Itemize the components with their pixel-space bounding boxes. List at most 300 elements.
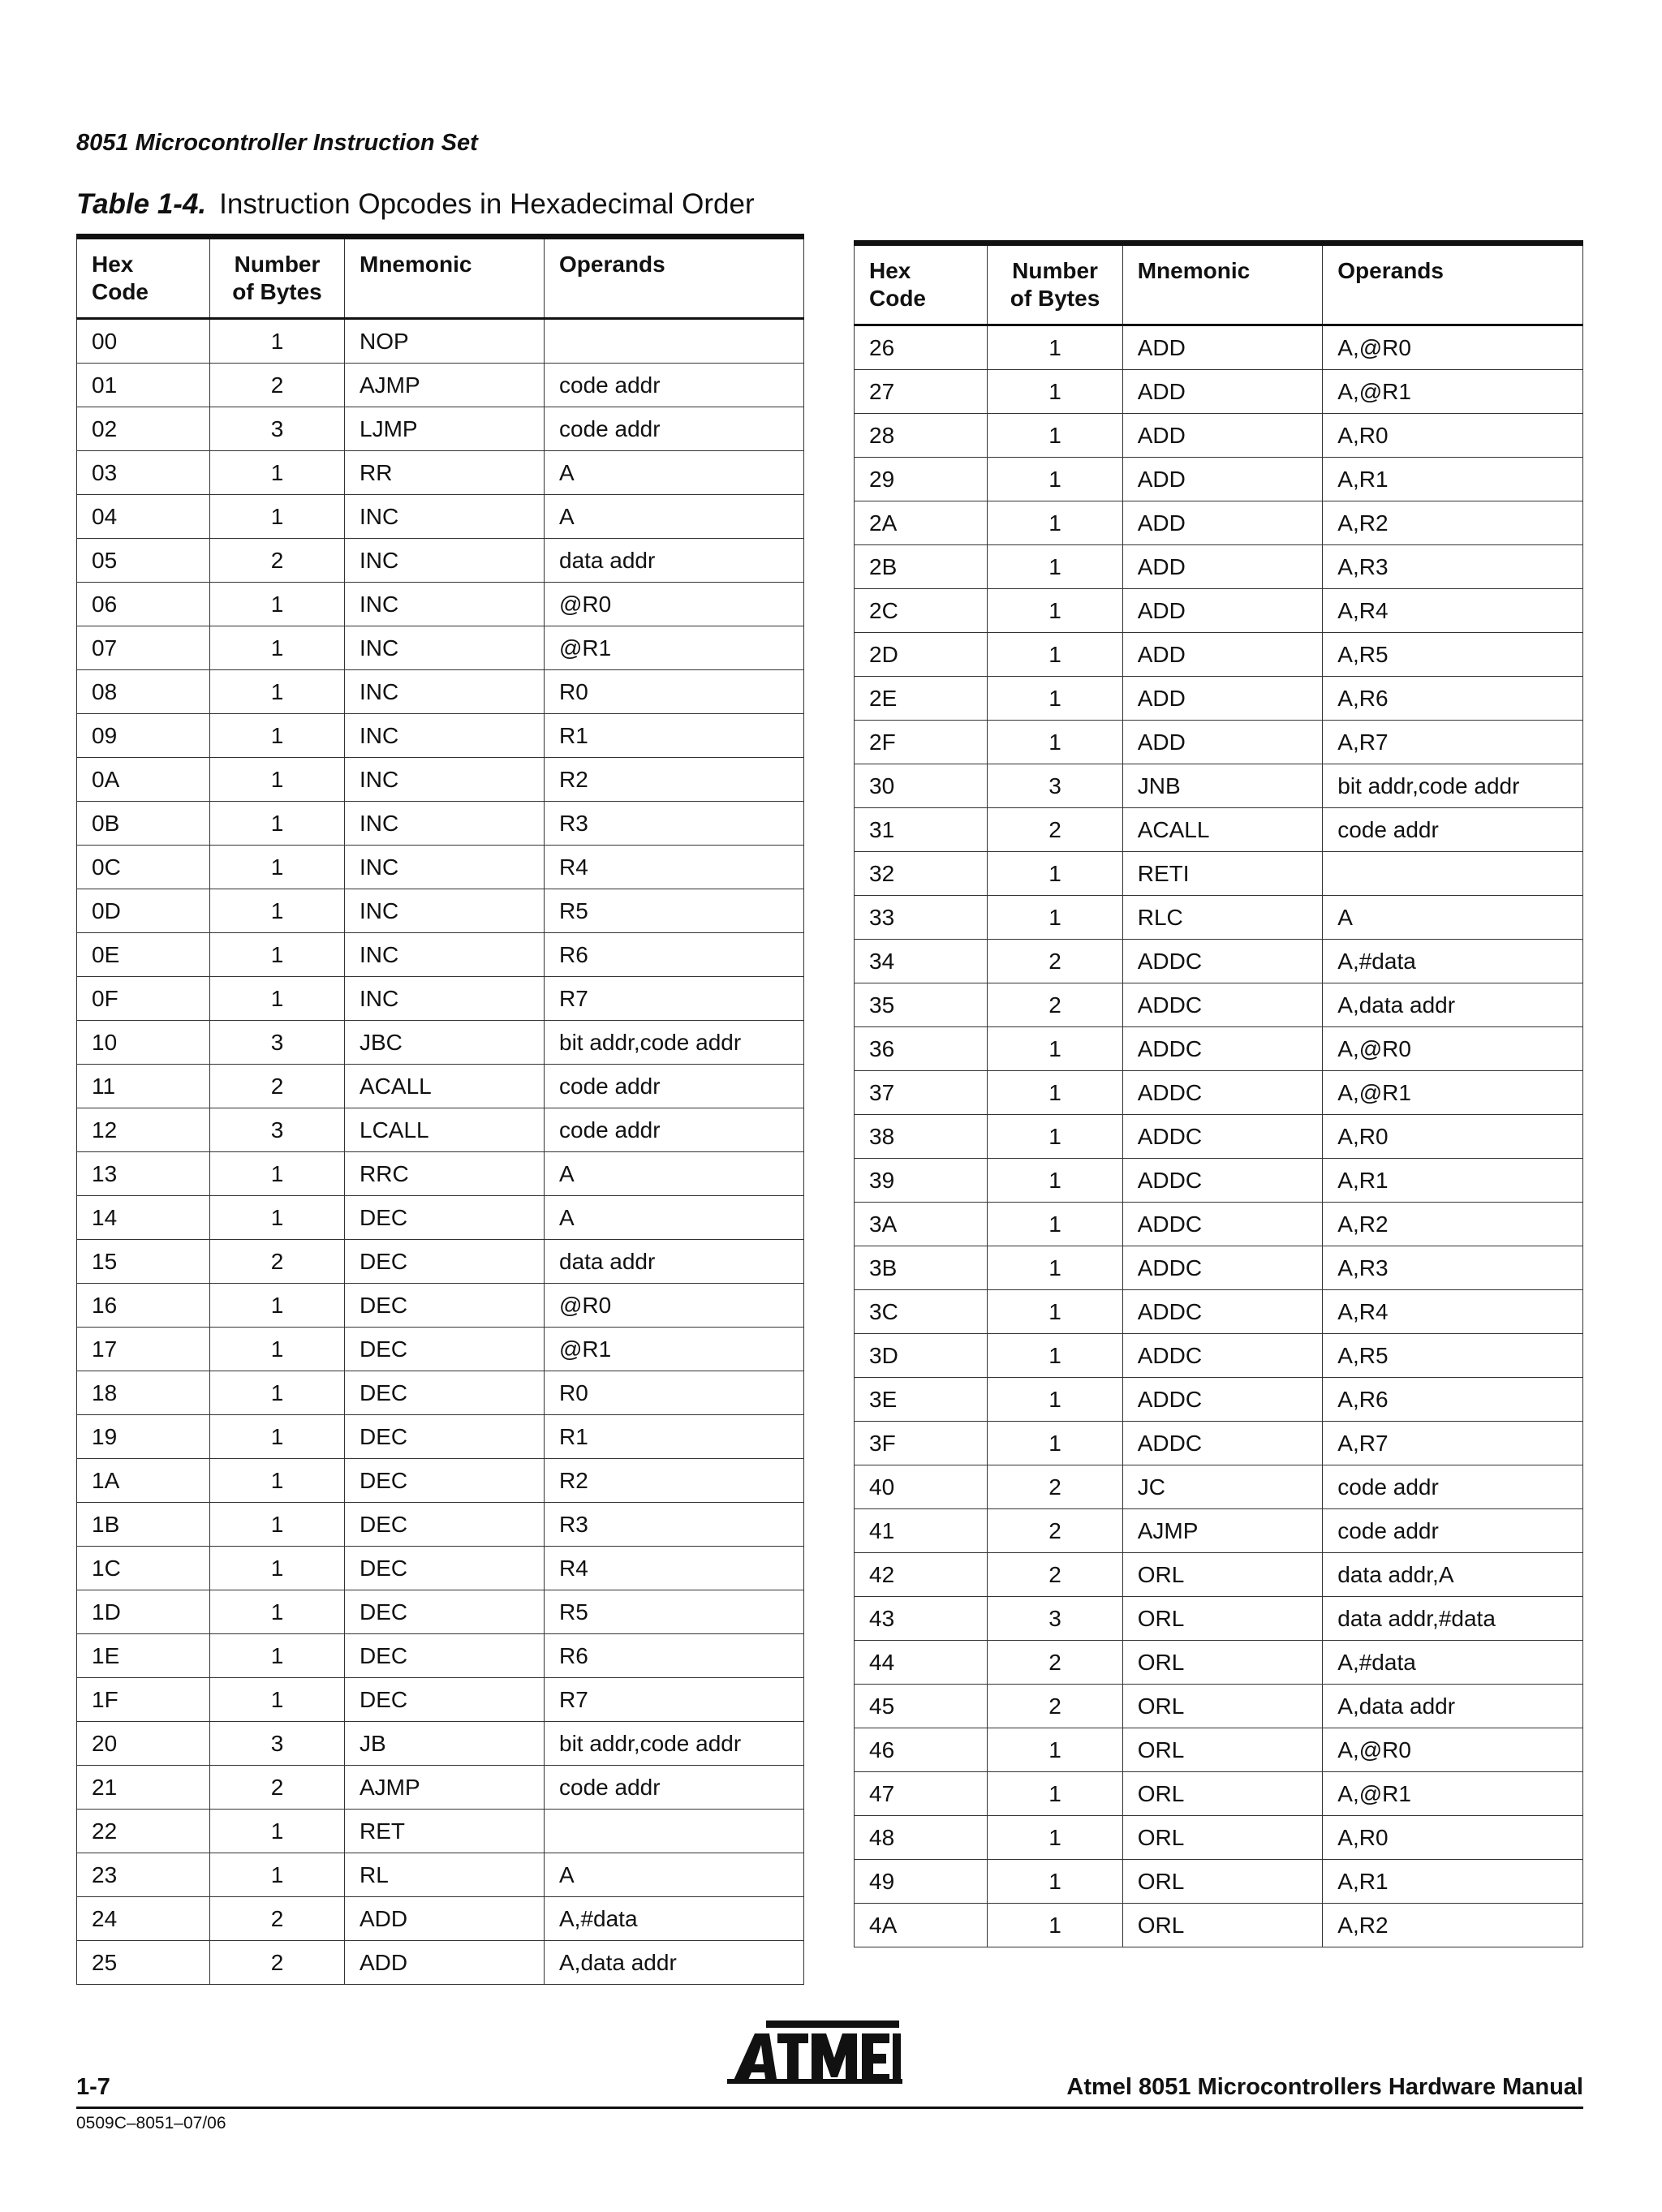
hex-code-cell: 1C [77,1547,210,1590]
mnemonic-cell: DEC [345,1415,545,1459]
mnemonic-cell: JNB [1122,764,1323,808]
hex-code-cell: 30 [855,764,988,808]
operands-cell: R1 [545,714,804,758]
table-row [855,1422,1583,1465]
hex-code-cell: 2E [855,677,988,721]
operands-cell: R2 [545,758,804,802]
table-row [77,933,804,977]
bytes-cell: 2 [210,1240,345,1284]
mnemonic-cell: DEC [345,1371,545,1415]
table-row [77,1240,804,1284]
operands-cell: bit addr,code addr [1323,764,1583,808]
hex-code-cell: 2F [855,721,988,764]
table-row [855,940,1583,983]
hex-code-cell: 26 [855,325,988,370]
hex-code-cell: 21 [77,1766,210,1810]
hex-code-cell: 18 [77,1371,210,1415]
operands-cell: bit addr,code addr [545,1021,804,1065]
table-row [77,1021,804,1065]
mnemonic-cell: ADDC [1122,983,1323,1027]
bytes-cell: 1 [210,626,345,670]
mnemonic-cell: INC [345,846,545,889]
operands-cell: A,R2 [1323,1904,1583,1947]
table-row [855,1071,1583,1115]
header-row [77,237,804,319]
table-row [77,583,804,626]
mnemonic-cell: RRC [345,1152,545,1196]
bytes-cell: 1 [210,583,345,626]
operands-cell: code addr [545,364,804,407]
operands-cell: A,#data [1323,1641,1583,1685]
table-row [77,1634,804,1678]
table-row [77,407,804,451]
hex-code-cell: 22 [77,1810,210,1853]
table-row [77,1766,804,1810]
bytes-cell: 2 [210,1766,345,1810]
operands-header: Operands [1323,243,1583,325]
mnemonic-cell: ADDC [1122,1378,1323,1422]
hex-code-cell: 3D [855,1334,988,1378]
hex-code-cell: 0E [77,933,210,977]
operands-cell: data addr [545,1240,804,1284]
bytes-cell: 1 [988,1071,1122,1115]
operands-cell: A [545,1853,804,1897]
bytes-cell: 1 [988,325,1122,370]
mnemonic-cell: ADDC [1122,1203,1323,1246]
bytes-cell: 2 [988,1685,1122,1728]
hex-code-cell: 1B [77,1503,210,1547]
operands-cell: @R1 [545,626,804,670]
hex-code-cell: 2A [855,501,988,545]
table-row [77,1371,804,1415]
hex-code-cell: 10 [77,1021,210,1065]
hex-code-cell: 28 [855,414,988,458]
bytes-cell: 1 [210,1634,345,1678]
bytes-cell: 1 [210,1459,345,1503]
mnemonic-cell: INC [345,714,545,758]
table-row [855,545,1583,589]
table-row [77,802,804,846]
bytes-cell: 1 [988,1378,1122,1422]
mnemonic-cell: ADDC [1122,1422,1323,1465]
operands-cell: code addr [1323,808,1583,852]
table-row [77,1459,804,1503]
bytes-cell: 3 [210,407,345,451]
bytes-cell: 2 [988,808,1122,852]
hex-code-cell: 03 [77,451,210,495]
mnemonic-cell: DEC [345,1240,545,1284]
operands-cell: A,R2 [1323,501,1583,545]
mnemonic-cell: ADD [1122,325,1323,370]
hex-code-cell: 25 [77,1941,210,1985]
bytes-cell: 1 [988,1772,1122,1816]
bytes-cell: 1 [988,1203,1122,1246]
table-caption [76,188,755,221]
mnemonic-cell: ORL [1122,1904,1323,1947]
table-row [855,370,1583,414]
bytes-cell: 1 [210,495,345,539]
bytes-cell: 1 [988,1422,1122,1465]
bytes-cell: 3 [210,1108,345,1152]
bytes-cell: 1 [988,545,1122,589]
bytes-cell: 2 [988,1465,1122,1509]
hex-code-cell: 2B [855,545,988,589]
table-row [77,1853,804,1897]
hex-code-cell: 42 [855,1553,988,1597]
table-row [855,1772,1583,1816]
table-row [855,896,1583,940]
table-row [77,626,804,670]
table-row [77,1196,804,1240]
bytes-cell: 1 [988,1290,1122,1334]
operands-cell: R2 [545,1459,804,1503]
hex-code-cell: 3C [855,1290,988,1334]
operands-cell: data addr,#data [1323,1597,1583,1641]
hex-code-cell: 38 [855,1115,988,1159]
operands-cell: code addr [545,407,804,451]
table-row [855,1728,1583,1772]
bytes-cell: 2 [210,364,345,407]
operands-cell: R1 [545,1415,804,1459]
mnemonic-cell: ADDC [1122,1290,1323,1334]
bytes-cell: 1 [988,677,1122,721]
table-row [855,414,1583,458]
bytes-cell: 1 [210,670,345,714]
operands-cell: code addr [545,1766,804,1810]
table-row [77,1415,804,1459]
bytes-cell: 3 [988,764,1122,808]
bytes-cell: 1 [988,633,1122,677]
table-row [855,589,1583,633]
bytes-cell: 1 [988,1334,1122,1378]
operands-cell: A,data addr [545,1941,804,1985]
operands-cell: R6 [545,933,804,977]
bytes-cell: 2 [988,1553,1122,1597]
bytes-cell: 3 [210,1021,345,1065]
bytes-cell: 1 [988,721,1122,764]
operands-cell: A,@R1 [1323,370,1583,414]
operands-cell: A,R0 [1323,1816,1583,1860]
mnemonic-cell: ADD [1122,545,1323,589]
operands-cell: A,R4 [1323,1290,1583,1334]
operands-cell: R4 [545,1547,804,1590]
operands-cell: A,data addr [1323,1685,1583,1728]
mnemonic-cell: DEC [345,1634,545,1678]
operands-cell: A,R7 [1323,721,1583,764]
bytes-cell: 1 [210,1853,345,1897]
mnemonic-cell: RL [345,1853,545,1897]
hex-code-cell: 05 [77,539,210,583]
table-row [77,977,804,1021]
operands-cell: A,R6 [1323,1378,1583,1422]
operands-cell: A,@R1 [1323,1071,1583,1115]
operands-cell: A [545,495,804,539]
bytes-cell: 1 [210,758,345,802]
operands-cell: A,@R0 [1323,1728,1583,1772]
mnemonic-cell: ADD [1122,370,1323,414]
hex-code-cell: 4A [855,1904,988,1947]
operands-cell: code addr [545,1108,804,1152]
hex-code-cell: 49 [855,1860,988,1904]
footer-divider [76,2107,1583,2109]
bytes-cell: 1 [210,1196,345,1240]
table-row [77,889,804,933]
hex-code-cell: 3E [855,1378,988,1422]
mnemonic-cell: AJMP [1122,1509,1323,1553]
hex-code-cell: 07 [77,626,210,670]
table-row [855,852,1583,896]
mnemonic-cell: RR [345,451,545,495]
mnemonic-cell: ADD [1122,589,1323,633]
hex-code-cell: 04 [77,495,210,539]
table-row [855,764,1583,808]
hex-code-cell: 14 [77,1196,210,1240]
bytes-cell: 1 [210,1503,345,1547]
atmel-logo [727,2019,902,2087]
operands-cell: R6 [545,1634,804,1678]
hex-code-cell: 36 [855,1027,988,1071]
hex-code-cell: 0B [77,802,210,846]
operands-cell: R5 [545,889,804,933]
operands-cell: R4 [545,846,804,889]
hex-code-cell: 37 [855,1071,988,1115]
operands-cell: @R0 [545,583,804,626]
hex-code-cell: 00 [77,319,210,364]
table-row [855,1553,1583,1597]
table-row [855,1115,1583,1159]
table-row [855,1203,1583,1246]
mnemonic-cell: INC [345,626,545,670]
mnemonic-cell: DEC [345,1328,545,1371]
table-row [77,539,804,583]
table-row [855,1334,1583,1378]
hex-code-cell: 23 [77,1853,210,1897]
table-row [77,1108,804,1152]
bytes-cell: 1 [988,1904,1122,1947]
table-row [855,1465,1583,1509]
mnemonic-cell: ADDC [1122,1159,1323,1203]
operands-cell: A,R3 [1323,545,1583,589]
bytes-cell: 2 [210,1065,345,1108]
operands-cell: data addr [545,539,804,583]
bytes-cell: 1 [988,1027,1122,1071]
hex-code-cell: 3A [855,1203,988,1246]
table-title: Instruction Opcodes in Hexadecimal Order [219,188,755,220]
table-row [77,1547,804,1590]
bytes-cell: 1 [210,846,345,889]
table-row [77,451,804,495]
operands-cell: A [1323,896,1583,940]
operands-cell: code addr [1323,1509,1583,1553]
table-row [77,714,804,758]
bytes-cell: 3 [988,1597,1122,1641]
mnemonic-cell: ORL [1122,1816,1323,1860]
bytes-cell: 1 [988,852,1122,896]
operands-cell: @R0 [545,1284,804,1328]
hex-code-cell: 08 [77,670,210,714]
operands-cell: code addr [545,1065,804,1108]
mnemonic-cell: DEC [345,1590,545,1634]
document-code: 0509C–8051–07/06 [76,2114,226,2132]
bytes-cell: 1 [210,714,345,758]
bytes-cell: 1 [210,451,345,495]
mnemonic-header: Mnemonic [345,237,545,319]
mnemonic-cell: ORL [1122,1772,1323,1816]
hex-code-cell: 02 [77,407,210,451]
bytes-cell: 1 [988,1728,1122,1772]
bytes-cell: 1 [988,370,1122,414]
hex-code-cell: 34 [855,940,988,983]
bytes-cell: 3 [210,1722,345,1766]
bytes-cell: 2 [988,1641,1122,1685]
mnemonic-cell: ORL [1122,1597,1323,1641]
bytes-cell: 2 [988,940,1122,983]
bytes-header: Number of Bytes [988,243,1122,325]
table-row [855,325,1583,370]
page-number: 1-7 [76,2074,110,2100]
table-row [855,458,1583,501]
hex-code-cell: 17 [77,1328,210,1371]
hex-code-cell: 1A [77,1459,210,1503]
bytes-cell: 1 [210,1328,345,1371]
mnemonic-header: Mnemonic [1122,243,1323,325]
hex-code-cell: 12 [77,1108,210,1152]
bytes-header: Number of Bytes [210,237,345,319]
bytes-cell: 1 [210,1810,345,1853]
mnemonic-cell: ADD [1122,677,1323,721]
mnemonic-cell: ADDC [1122,1246,1323,1290]
table-row [855,1159,1583,1203]
operands-cell: A,data addr [1323,983,1583,1027]
table-row [77,758,804,802]
section-title: 8051 Microcontroller Instruction Set [76,130,478,156]
mnemonic-cell: NOP [345,319,545,364]
operands-cell: A [545,451,804,495]
hex-code-cell: 01 [77,364,210,407]
operands-cell: bit addr,code addr [545,1722,804,1766]
operands-cell: A,@R1 [1323,1772,1583,1816]
operands-header: Operands [545,237,804,319]
bytes-cell: 1 [988,1115,1122,1159]
hex-code-cell: 32 [855,852,988,896]
mnemonic-cell: ADDC [1122,940,1323,983]
bytes-cell: 1 [988,1159,1122,1203]
hex-code-header: Hex Code [855,243,988,325]
hex-code-cell: 40 [855,1465,988,1509]
hex-code-cell: 0F [77,977,210,1021]
mnemonic-cell: INC [345,495,545,539]
mnemonic-cell: ADDC [1122,1334,1323,1378]
table-row [77,1503,804,1547]
mnemonic-cell: ADD [1122,458,1323,501]
operands-cell: R7 [545,977,804,1021]
bytes-cell: 1 [210,319,345,364]
table-row [77,1810,804,1853]
manual-title: Atmel 8051 Microcontrollers Hardware Manual [1066,2074,1583,2100]
hex-code-cell: 06 [77,583,210,626]
table-row [855,1685,1583,1728]
operands-cell: A,R1 [1323,458,1583,501]
operands-cell: R3 [545,802,804,846]
hex-code-cell: 39 [855,1159,988,1203]
operands-cell [545,1810,804,1853]
table-row [77,1328,804,1371]
mnemonic-cell: RLC [1122,896,1323,940]
table-number: Table 1-4. [76,188,207,220]
mnemonic-cell: DEC [345,1284,545,1328]
table-row [855,1904,1583,1947]
bytes-cell: 1 [210,889,345,933]
table-row [77,364,804,407]
operands-cell: @R1 [545,1328,804,1371]
mnemonic-cell: ADD [345,1897,545,1941]
mnemonic-cell: ADDC [1122,1071,1323,1115]
table-row [855,1641,1583,1685]
hex-code-cell: 2C [855,589,988,633]
bytes-cell: 2 [988,1509,1122,1553]
operands-cell: R7 [545,1678,804,1722]
operands-cell: A [545,1196,804,1240]
mnemonic-cell: ORL [1122,1728,1323,1772]
hex-code-cell: 33 [855,896,988,940]
mnemonic-cell: ADD [1122,721,1323,764]
hex-code-cell: 24 [77,1897,210,1941]
table-row [855,1860,1583,1904]
operands-cell: A,R2 [1323,1203,1583,1246]
mnemonic-cell: LJMP [345,407,545,451]
hex-code-cell: 3B [855,1246,988,1290]
table-row [77,1065,804,1108]
table-row [855,633,1583,677]
hex-code-cell: 0A [77,758,210,802]
mnemonic-cell: ORL [1122,1860,1323,1904]
table-row [855,1509,1583,1553]
table-row [855,721,1583,764]
mnemonic-cell: INC [345,802,545,846]
mnemonic-cell: INC [345,889,545,933]
mnemonic-cell: ADD [1122,414,1323,458]
operands-cell: A,R4 [1323,589,1583,633]
mnemonic-cell: ADD [1122,633,1323,677]
hex-code-cell: 43 [855,1597,988,1641]
mnemonic-cell: LCALL [345,1108,545,1152]
mnemonic-cell: ACALL [345,1065,545,1108]
hex-code-cell: 31 [855,808,988,852]
table-row [77,1590,804,1634]
mnemonic-cell: DEC [345,1547,545,1590]
bytes-cell: 1 [988,896,1122,940]
hex-code-cell: 47 [855,1772,988,1816]
hex-code-cell: 16 [77,1284,210,1328]
operands-cell: A,R0 [1323,1115,1583,1159]
bytes-cell: 1 [210,802,345,846]
table-row [855,1816,1583,1860]
operands-cell: R3 [545,1503,804,1547]
operands-cell: A,@R0 [1323,1027,1583,1071]
bytes-cell: 1 [210,1284,345,1328]
table-row [855,677,1583,721]
operands-cell: R0 [545,1371,804,1415]
hex-code-cell: 1F [77,1678,210,1722]
hex-code-cell: 3F [855,1422,988,1465]
hex-code-cell: 1E [77,1634,210,1678]
bytes-cell: 1 [988,1246,1122,1290]
table-row [855,1246,1583,1290]
hex-code-cell: 20 [77,1722,210,1766]
operands-cell: A,#data [1323,940,1583,983]
operands-cell: A,R5 [1323,633,1583,677]
operands-cell: R0 [545,670,804,714]
